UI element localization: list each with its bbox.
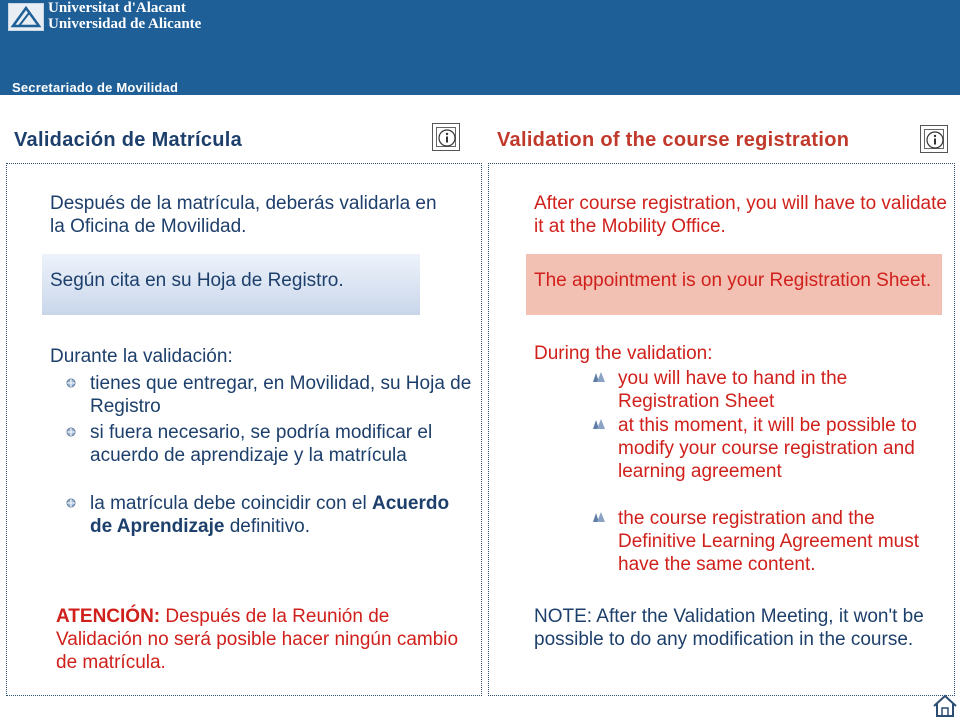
english-title: Validation of the course registration	[497, 129, 850, 151]
english-intro: After course registration, you will have to validate it at the Mobility Office.	[534, 193, 947, 237]
english-bullet-1: you will have to hand in the Registration Sheet	[618, 368, 848, 412]
spanish-intro: Después de la matrícula, deberás validarla en la Oficina de Movilidad.	[50, 193, 437, 237]
english-during-heading: During the validation:	[534, 343, 713, 364]
bullet-icon	[592, 511, 606, 523]
warning-label: ATENCIÓN:	[56, 606, 161, 627]
info-icon[interactable]	[432, 123, 460, 151]
bullet-icon	[66, 498, 76, 508]
university-logo-icon	[8, 3, 44, 31]
spanish-appointment: Según cita en su Hoja de Registro.	[50, 270, 344, 291]
university-name-spanish: Universidad de Alicante	[48, 16, 202, 32]
bullet-icon	[592, 418, 606, 430]
department-name: Secretariado de Movilidad	[12, 80, 179, 95]
spanish-bullet-2: si fuera necesario, se podría modificar el acuerdo de aprendizaje y la matrícula	[90, 422, 433, 466]
bullet-icon	[66, 378, 76, 388]
spanish-bullet-1: tienes que entregar, en Movilidad, su Hoja de Registro	[90, 373, 472, 417]
english-bullet-2: at this moment, it will be possible to modify your course registration and learning agreement	[618, 415, 917, 482]
header-banner	[0, 0, 960, 95]
university-name-valencian: Universitat d'Alacant	[48, 0, 186, 16]
bullet-icon	[66, 427, 76, 437]
english-bullet-3: the course registration and the Definitive Learning Agreement must have the same content.	[618, 508, 919, 575]
learning-agreement-emphasis: Acuerdo de Aprendizaje	[90, 493, 450, 537]
spanish-title: Validación de Matrícula	[14, 129, 243, 151]
english-appointment: The appointment is on your Registration Sheet.	[534, 270, 932, 291]
spanish-warning: ATENCIÓN: Después de la Reunión de Validación no será posible hacer ningún cambio de matrícula.	[56, 606, 459, 673]
info-icon[interactable]	[920, 125, 948, 153]
bullet-icon	[592, 371, 606, 383]
spanish-bullet-3: la matrícula debe coincidir con el Acuerdo de Aprendizaje definitivo.	[90, 493, 450, 537]
spanish-during-heading: Durante la validación:	[50, 346, 233, 367]
english-note: NOTE: After the Validation Meeting, it won't be possible to do any modification in the course.	[534, 606, 924, 650]
home-icon[interactable]	[932, 694, 958, 718]
